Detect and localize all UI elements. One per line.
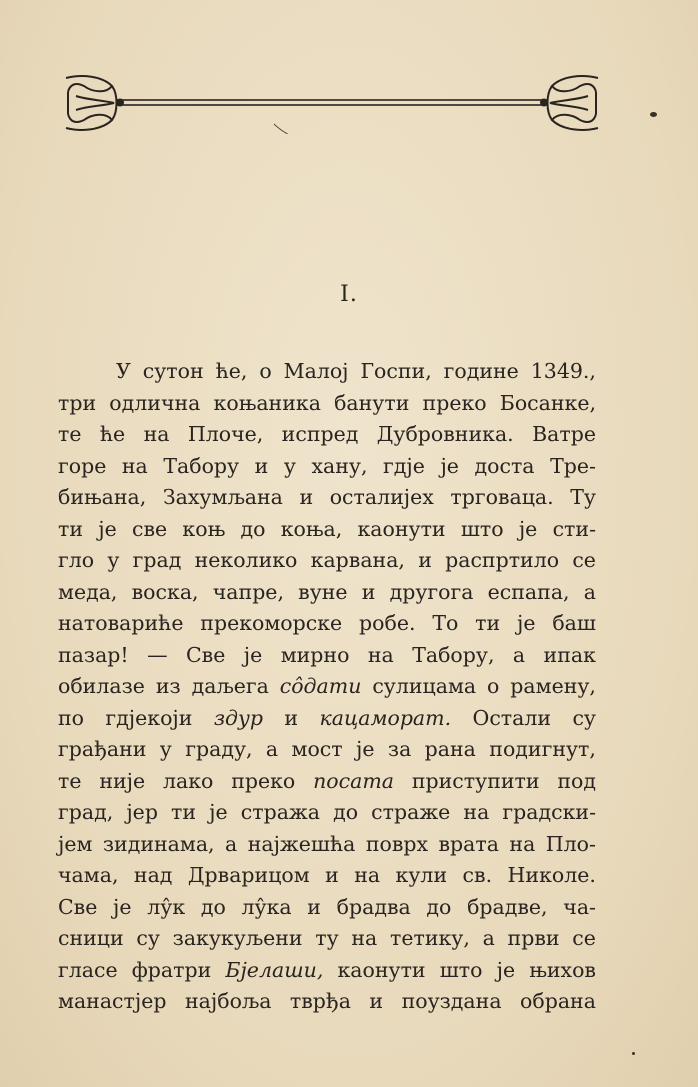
text-line: гласе фратри Бјелаши, каонути што је њихов: [58, 957, 596, 982]
text-line: те није лако преко посата приступити под: [58, 768, 596, 793]
text-line: манастјер најбоља тврђа и поуздана обрана: [58, 989, 596, 1013]
text-line: грађани у граду, а мост је за рана подигнут,: [58, 737, 596, 761]
text-line: три одлична коњаника банути преко Босанке,: [58, 390, 596, 415]
text-line: У сутон ће, о Малој Госпи, године 1349.,: [116, 359, 596, 383]
text-line: обилазе из даљега сôдати сулицама о рамену,: [58, 674, 596, 698]
text-line: ти је све коњ до коња, каонути што је сти-: [58, 516, 596, 541]
text-line: меда, воска, чапре, вуне и другога еспапа, а: [58, 579, 596, 604]
text-line: чама, над Дрварицом и на кули св. Николе.: [58, 863, 596, 887]
text-line: гло у град неколико карвана, и распртило се: [58, 548, 596, 572]
body-text: [58, 356, 596, 1018]
text-line: пазар! — Све је мирно на Табору, а ипак: [58, 642, 596, 667]
text-line: горе на Табору и у хану, гдје је доста Тре-: [58, 453, 596, 478]
chapter-number: I.: [340, 282, 358, 307]
text-line: Све је лу̂к до лу̂ка и брадва до брадве, ча-: [58, 894, 596, 919]
text-line: град, јер ти је стража до страже на градски-: [58, 800, 596, 824]
text-line: јем зидинама, а најжешћа поврх врата на Пло-: [58, 831, 596, 856]
text-line: натовариће прекоморске робе. То ти је баш: [58, 611, 596, 635]
ink-speck: [650, 112, 657, 117]
text-line: сници су закукуљени ту на тетику, а први се: [58, 926, 596, 950]
text-line: по гдјекоји здур и кацаморат. Остали су: [58, 705, 596, 730]
text-line: те ће на Плоче, испред Дубровника. Ватре: [58, 422, 596, 446]
header-ornament: [62, 72, 602, 134]
ink-speck: [632, 1052, 635, 1055]
text-line: бињана, Захумљана и осталијех трговаца. Ту: [58, 485, 596, 509]
